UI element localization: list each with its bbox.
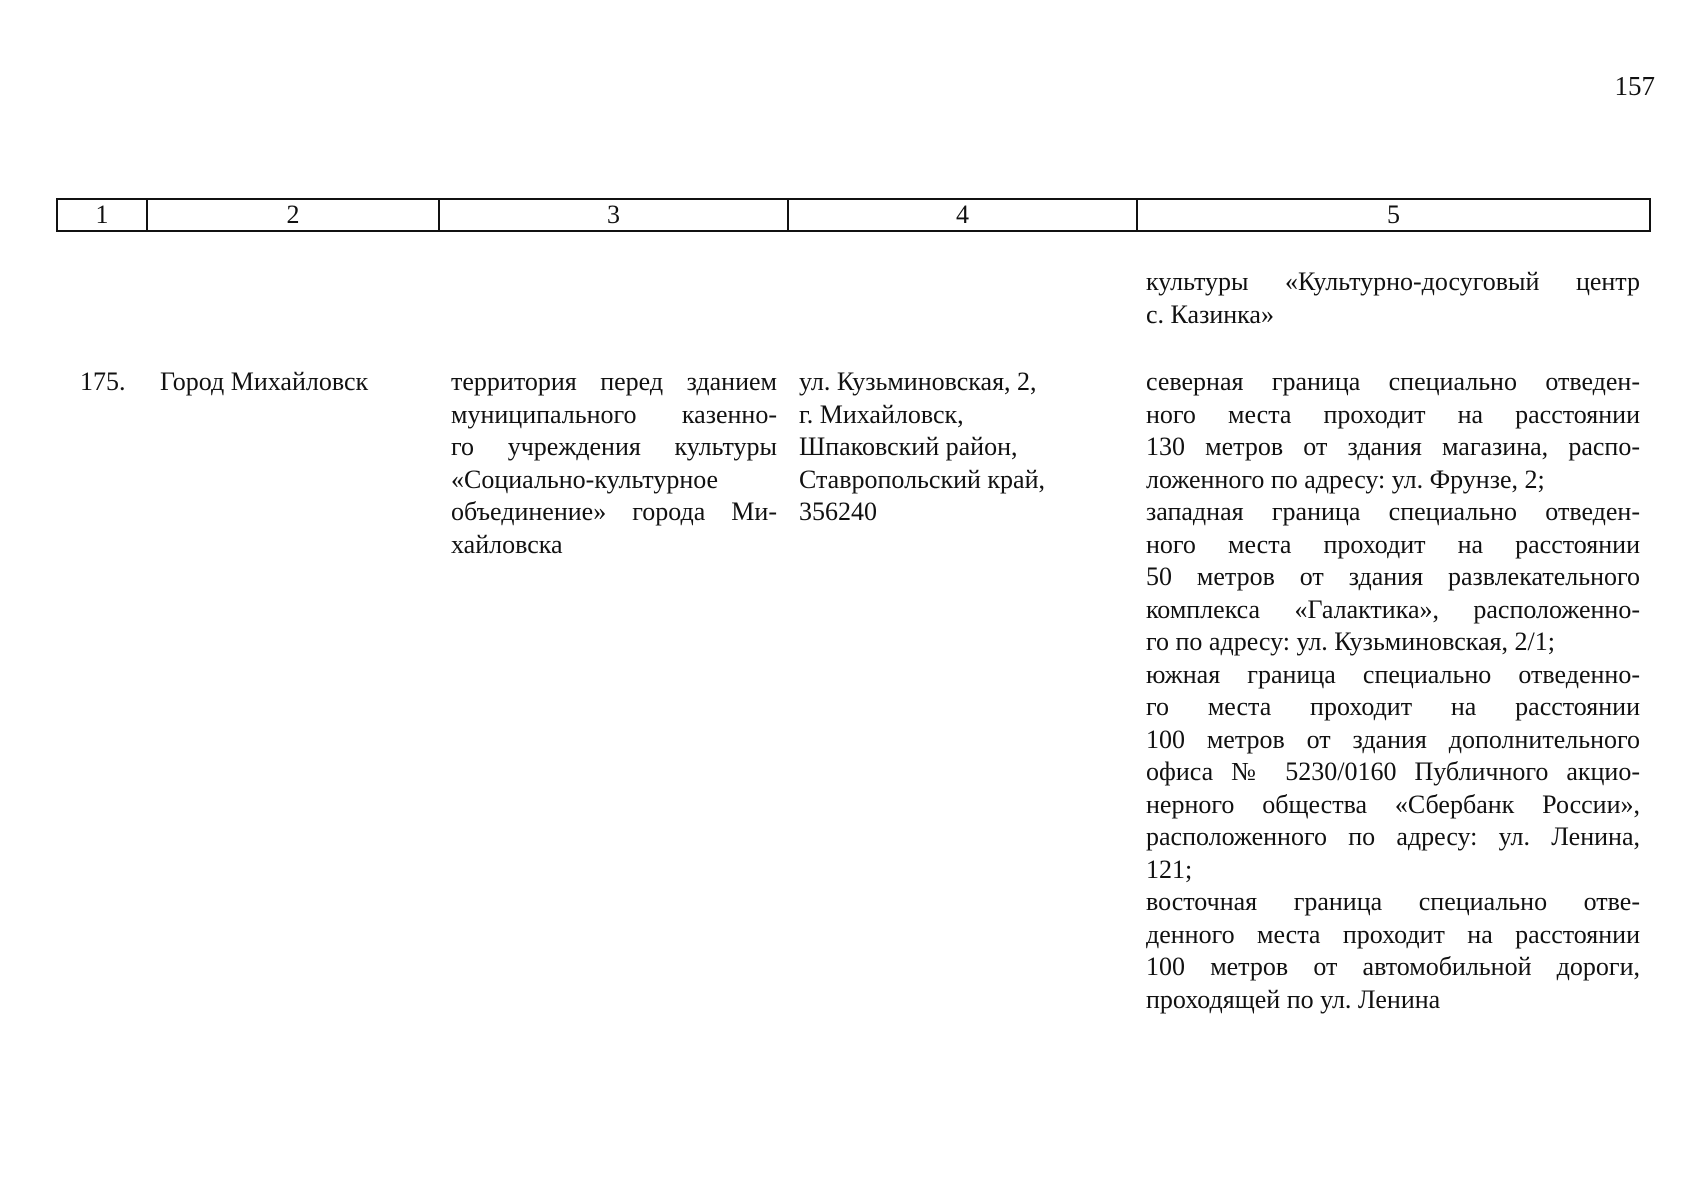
boundary-line: нерного общества «Сбербанк России», xyxy=(1146,789,1640,819)
boundary-line: проходящей по ул. Ленина xyxy=(1146,984,1441,1014)
row-territory xyxy=(451,366,777,561)
boundary-line: денного места проходит на расстоянии xyxy=(1146,919,1640,949)
continuation-line: культуры «Культурно-досуговый центр xyxy=(1146,267,1640,296)
page-number: 157 xyxy=(1614,71,1655,101)
territory-line: «Социально-культурное xyxy=(451,464,719,494)
boundary-line: комплекса «Галактика», расположенно- xyxy=(1146,594,1640,624)
row-address xyxy=(799,366,1099,529)
boundary-line: го по адресу: ул. Кузьминовская, 2/1; xyxy=(1146,627,1555,656)
address-line: ул. Кузьминовская, 2, xyxy=(799,367,1037,396)
address-line: Ставропольский край, xyxy=(799,464,1045,494)
boundary-line: расположенного по адресу: ул. Ленина, xyxy=(1146,822,1640,851)
row-boundaries xyxy=(1146,366,1640,1016)
boundary-line: 50 метров от здания развлекательного xyxy=(1146,562,1640,591)
territory-line: территория перед зданием xyxy=(451,367,777,396)
boundary-line: 130 метров от здания магазина, распо- xyxy=(1146,432,1640,461)
boundary-line: 100 метров от автомобильной дороги, xyxy=(1146,952,1640,981)
territory-line: го учреждения культуры xyxy=(451,432,777,461)
continuation-line: с. Казинка» xyxy=(1146,299,1274,329)
boundary-line: 100 метров от здания дополнительного xyxy=(1146,724,1640,754)
territory-line: объединение» города Ми- xyxy=(451,497,777,526)
boundary-line: ного места проходит на расстоянии xyxy=(1146,399,1640,429)
header-cell-4: 4 xyxy=(789,200,1138,230)
territory-line: хайловска xyxy=(451,529,563,559)
header-cell-5: 5 xyxy=(1387,200,1400,229)
boundary-line: южная граница специально отведенно- xyxy=(1146,659,1640,689)
header-cell-2: 2 xyxy=(148,200,440,230)
table-header-row xyxy=(56,198,1651,232)
header-cell-3: 3 xyxy=(440,200,789,230)
header-cell-1: 1 xyxy=(58,200,148,230)
boundary-line: ного места проходит на расстоянии xyxy=(1146,529,1640,559)
boundary-line: северная граница специально отведен- xyxy=(1146,367,1640,396)
boundary-line: 121; xyxy=(1146,854,1193,884)
address-line: г. Михайловск, xyxy=(799,399,964,429)
address-line: 356240 xyxy=(799,497,877,526)
boundary-line: го места проходит на расстоянии xyxy=(1146,692,1640,721)
boundary-line: ложенного по адресу: ул. Фрунзе, 2; xyxy=(1146,464,1545,494)
boundary-line: восточная граница специально отве- xyxy=(1146,887,1640,916)
boundary-line: офиса № 5230/0160 Публичного акцио- xyxy=(1146,757,1640,786)
row-city: Город Михайловск xyxy=(160,367,369,396)
address-line: Шпаковский район, xyxy=(799,432,1018,461)
row-number: 175. xyxy=(80,367,126,396)
territory-line: муниципального казенно- xyxy=(451,399,777,429)
continuation-text xyxy=(1146,266,1640,331)
boundary-line: западная граница специально отведен- xyxy=(1146,497,1640,526)
